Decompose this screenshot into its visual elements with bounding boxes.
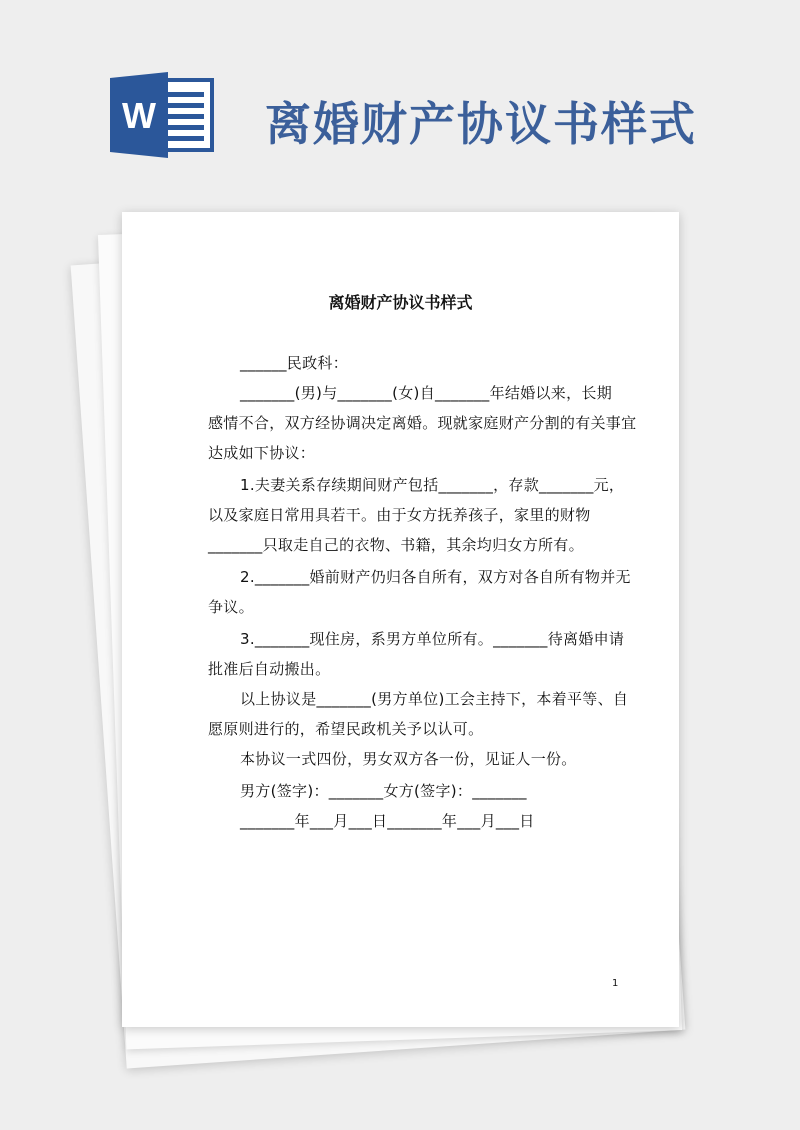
document-line: 以上协议是_______(男方单位)工会主持下，本着平等、自 — [240, 690, 629, 708]
document-line-salutation: ______民政科： — [240, 354, 349, 372]
page-number: 1 — [612, 978, 619, 989]
document-line: 批准后自动搬出。 — [208, 660, 331, 678]
document-line: 达成如下协议： — [208, 444, 316, 462]
document-line: 本协议一式四份，男女双方各一份，见证人一份。 — [240, 750, 577, 768]
document-line: 愿原则进行的，希望民政机关予以认可。 — [208, 720, 484, 738]
word-icon — [110, 72, 216, 158]
banner-title: 离婚财产协议书样式 — [265, 97, 697, 151]
document-page — [122, 212, 679, 1027]
word-icon-letter: W — [122, 95, 156, 136]
signature-line: 男方(签字)：_______女方(签字)：_______ — [240, 782, 527, 800]
document-line: 以及家庭日常用具若干。由于女方抚养孩子，家里的财物 — [208, 506, 591, 524]
document-line: 争议。 — [208, 598, 254, 616]
document-line-clause-3: 3._______现住房，系男方单位所有。_______待离婚申请 — [240, 630, 625, 648]
document-line: _______(男)与_______(女)自_______年结婚以来，长期 — [240, 384, 613, 402]
document-line: _______只取走自己的衣物、书籍，其余均归女方所有。 — [208, 536, 584, 554]
document-line-clause-1: 1.夫妻关系存续期间财产包括_______，存款_______元， — [240, 476, 625, 494]
document-title: 离婚财产协议书样式 — [328, 293, 473, 312]
document-line: 感情不合，双方经协调决定离婚。现就家庭财产分割的有关事宜 — [208, 414, 637, 432]
date-line: _______年___月___日_______年___月___日 — [240, 812, 535, 830]
document-line-clause-2: 2._______婚前财产仍归各自所有，双方对各自所有物并无 — [240, 568, 631, 586]
